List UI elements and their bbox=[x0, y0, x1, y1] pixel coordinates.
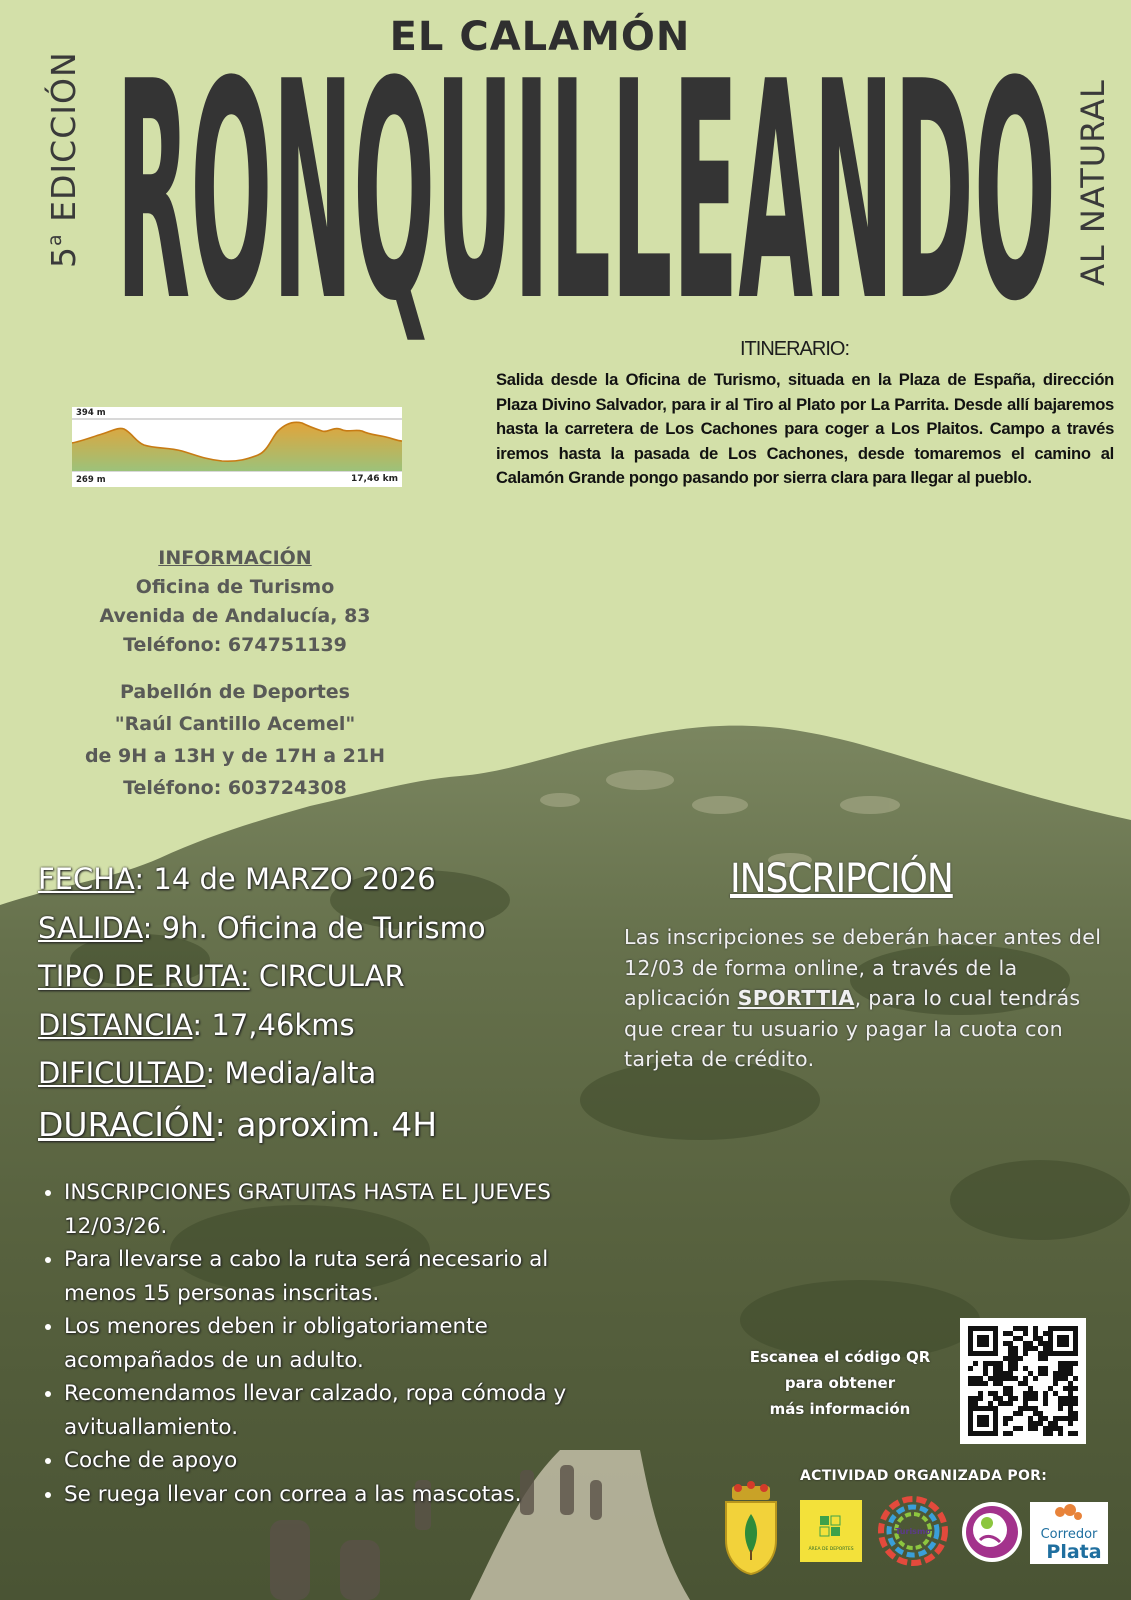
svg-text:RONQUILLEANDO: RONQUILLEANDO bbox=[116, 18, 1056, 367]
venue-block bbox=[60, 676, 410, 804]
itinerary-heading: ITINERARIO: bbox=[740, 338, 850, 360]
inscription-text: Las inscripciones se deberán hacer antes del 12/03 de forma online, a través de la aplicación SPORTTIA, para lo cual tendrás que crear tu usuario y pagar la cuota con tarjeta de crédito. bbox=[624, 925, 1102, 1071]
svg-text:Plata: Plata bbox=[1046, 1541, 1102, 1563]
corredor-de-plata-logo bbox=[1030, 1502, 1108, 1564]
list-item: • Los menores deben ir obligatoriamente acompañados de un adulto. bbox=[64, 1310, 624, 1377]
turismo-logo bbox=[874, 1492, 952, 1570]
organizers-label: ACTIVIDAD ORGANIZADA POR: bbox=[800, 1468, 1048, 1484]
profile-distance-label: 17,46 km bbox=[351, 474, 398, 484]
list-item: • Coche de apoyo bbox=[64, 1444, 624, 1478]
area-deportes-logo bbox=[800, 1500, 862, 1562]
svg-text:ÁREA DE DEPORTES: ÁREA DE DEPORTES bbox=[808, 1547, 854, 1552]
list-item: • Recomendamos llevar calzado, ropa cómoda y avituallamiento. bbox=[64, 1377, 624, 1444]
itinerary-text: Salida desde la Oficina de Turismo, situada en la Plaza de España, dirección Plaza Divino Salvador, para ir al Tiro al Plato por La Parrita. Desde allí bajaremos hasta la carretera de Los Cachones para coger a Los Plaitos. Campo a través iremos hasta la pasada de Los Cachones, desde tomaremos el camino al Calamón Grande pongo pasando por sierra clara para llegar al pueblo. bbox=[496, 370, 1114, 488]
venue-name: Pabellón de Deportes bbox=[119, 681, 350, 703]
sporttia-link[interactable]: SPORTTIA bbox=[737, 986, 855, 1010]
office-address: Avenida de Andalucía, 83 bbox=[99, 605, 371, 627]
office-phone: Teléfono: 674751139 bbox=[123, 634, 347, 656]
route-details bbox=[38, 862, 486, 1153]
venue-title: "Raúl Cantillo Acemel" bbox=[114, 713, 356, 735]
venue-hours: de 9H a 13H y de 17H a 21H bbox=[84, 745, 386, 767]
information-block bbox=[60, 544, 410, 660]
svg-text:Turismo: Turismo bbox=[895, 1527, 931, 1536]
list-item: • Se ruega llevar con correa a las mascotas. bbox=[64, 1478, 624, 1512]
notes-list bbox=[40, 1176, 624, 1511]
route-type-row: TIPO DE RUTA: CIRCULAR bbox=[38, 959, 405, 993]
date-row: FECHA: 14 de MARZO 2026 bbox=[38, 862, 436, 896]
elevation-profile bbox=[72, 407, 402, 487]
office-name: Oficina de Turismo bbox=[135, 576, 335, 598]
inscription-heading: INSCRIPCIÓN bbox=[730, 856, 953, 902]
list-item: • Para llevarse a cabo la ruta será necesario al menos 15 personas inscritas. bbox=[64, 1243, 624, 1310]
tagline: AL NATURAL bbox=[1074, 79, 1112, 286]
circle-logo bbox=[960, 1500, 1024, 1564]
distance-row: DISTANCIA: 17,46kms bbox=[38, 1007, 355, 1042]
qr-code[interactable] bbox=[960, 1318, 1086, 1444]
information-heading: INFORMACIÓN bbox=[158, 547, 312, 569]
profile-min-label: 269 m bbox=[76, 475, 106, 485]
qr-caption: Escanea el código QR para obtener más información bbox=[749, 1348, 931, 1418]
duration-row: DURACIÓN: aproxim. 4H bbox=[38, 1104, 438, 1144]
list-item: • INSCRIPCIONES GRATUITAS HASTA EL JUEVES 12/03/26. bbox=[64, 1176, 624, 1243]
difficulty-row: DIFICULTAD: Media/alta bbox=[38, 1056, 377, 1090]
town-coat-of-arms-logo bbox=[722, 1480, 780, 1576]
profile-max-label: 394 m bbox=[76, 408, 106, 418]
svg-text:Corredor: Corredor bbox=[1040, 1527, 1098, 1542]
town-name: EL CALAMÓN bbox=[389, 14, 691, 60]
edition-label: 5$^a$ EDICCIÓN bbox=[44, 51, 83, 268]
start-row: SALIDA: 9h. Oficina de Turismo bbox=[38, 910, 486, 945]
venue-phone: Teléfono: 603724308 bbox=[123, 777, 347, 799]
